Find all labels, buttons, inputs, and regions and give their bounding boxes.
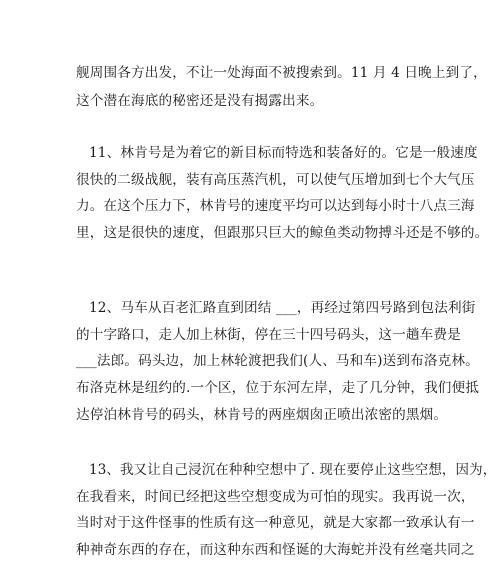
text-line: 里，这是很快的速度，但跟那只巨大的鲸鱼类动物搏斗还是不够的。 xyxy=(76,225,489,241)
text-line: 这个潜在海底的秘密还是没有揭露出来。 xyxy=(76,93,324,109)
text-line: 达停泊林肯号的码头，林肯号的两座烟囱正喷出浓密的黑烟。 xyxy=(76,407,448,423)
text-line: 的十字路口，走人加上林街，停在三十四号码头，这一趟车费是 xyxy=(76,327,461,343)
text-line: ___法郎。码头边，加上林轮渡把我们(人、马和车)送到布洛克林。 xyxy=(76,353,479,369)
text-line: 在我看来，时间已经把这些空想变成为可怕的现实。我再说一次， xyxy=(76,489,475,505)
text-line: 当时对于这件怪事的性质有这一种意见，就是大家都一致承认有一 xyxy=(76,515,475,531)
text-line: 12、马车从百老汇路直到团结 ___，再经过第四号路到包法利街 xyxy=(89,300,476,316)
text-line: 11、林肯号是为着它的新目标而特选和装备好的。它是一般速度 xyxy=(89,145,478,161)
text-line: 13、我又让自己浸沉在种种空想中了. 现在要停止这些空想，因为， xyxy=(89,462,497,478)
text-line: 种神奇东西的存在，而这种东西和怪诞的大海蛇并没有丝毫共同之 xyxy=(76,542,475,558)
text-line: 布洛克林是纽约的.一个区，位于东河左岸，走了几分钟，我们便抵 xyxy=(76,380,480,396)
text-line: 很快的二级战舰，装有高压蒸汽机，可以使气压增加到七个大气压 xyxy=(76,172,475,188)
text-line: 力。在这个压力下，林肯号的速度平均可以达到每小时十八点三海 xyxy=(76,198,475,214)
text-line: 舰周围各方出发，不让一处海面不被搜索到。11 月 4 日晚上到了， xyxy=(76,65,487,81)
